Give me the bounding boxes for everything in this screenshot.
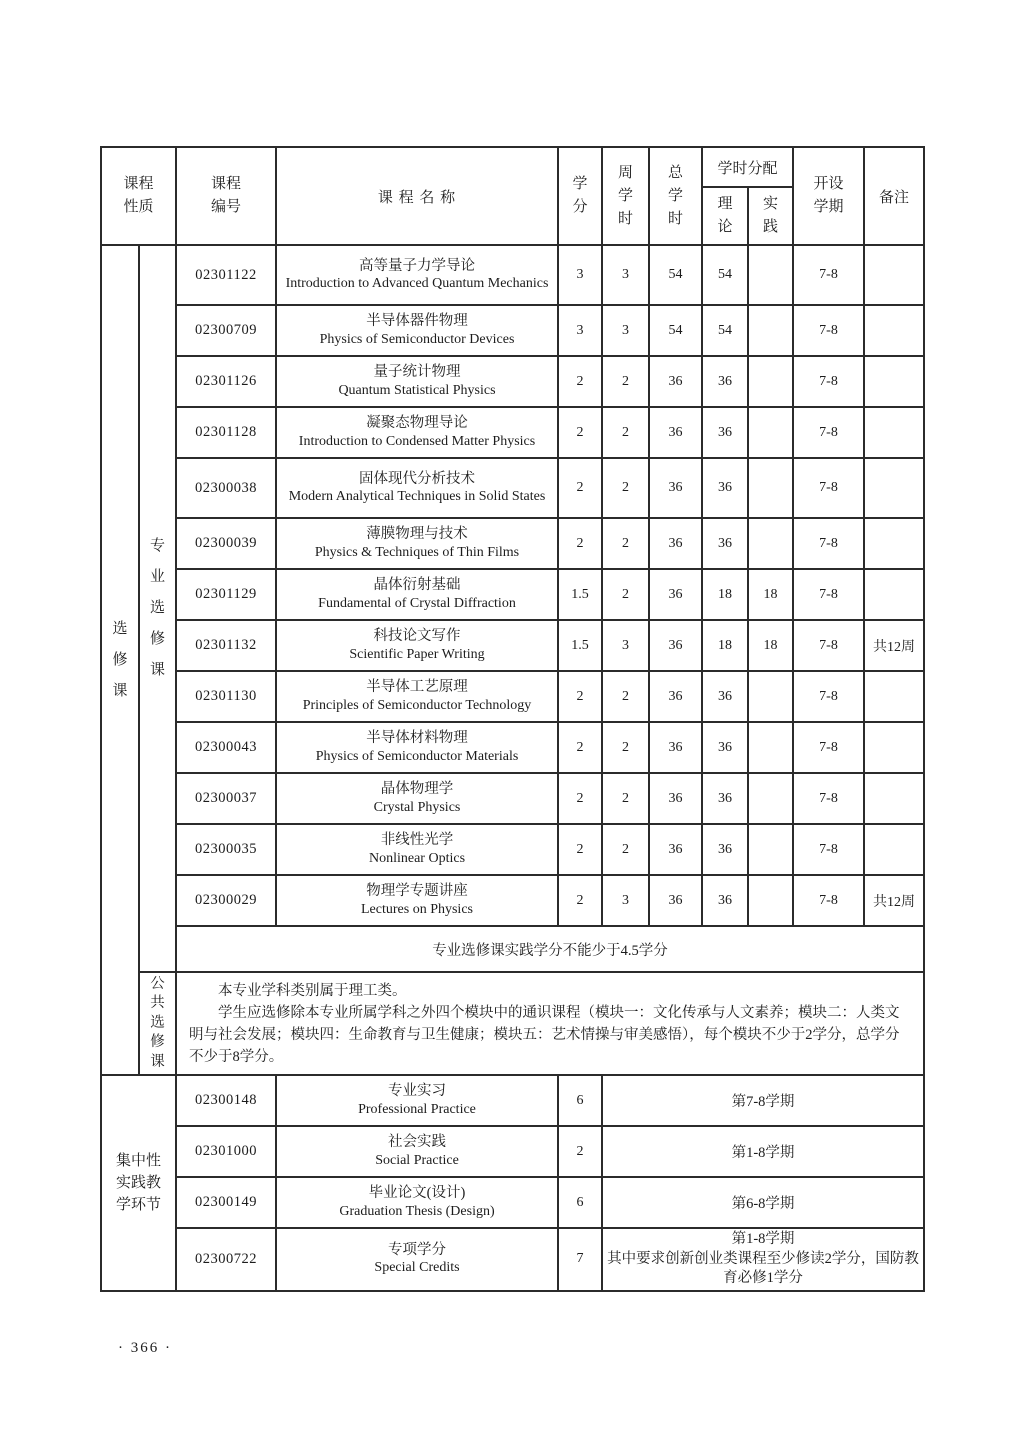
course-weekly-hours: 3 <box>602 875 649 926</box>
course-credits: 2 <box>558 773 602 824</box>
course-total-hours: 54 <box>649 245 702 305</box>
course-practice-hours <box>748 458 793 518</box>
course-practice-hours <box>748 722 793 773</box>
course-semester: 第1-8学期 <box>602 1126 924 1177</box>
course-name <box>276 407 558 458</box>
course-semester: 7-8 <box>793 245 864 305</box>
course-remark <box>864 773 924 824</box>
course-weekly-hours: 3 <box>602 305 649 356</box>
course-name <box>276 305 558 356</box>
course-name <box>276 1177 558 1228</box>
course-name-cn: 半导体器件物理 <box>366 313 468 329</box>
course-theory-hours: 36 <box>702 722 748 773</box>
course-semester: 7-8 <box>793 671 864 722</box>
course-credits: 2 <box>558 407 602 458</box>
course-remark <box>864 458 924 518</box>
course-total-hours: 36 <box>649 824 702 875</box>
public-elective-paragraph-1: 本专业学科类别属于理工类。 <box>218 982 407 999</box>
elective-practice-credit-note: 专业选修课实践学分不能少于4.5学分 <box>176 926 924 972</box>
course-credits: 2 <box>558 1126 602 1177</box>
header-weekly-hours: 周学时 <box>602 147 649 245</box>
course-theory-hours: 36 <box>702 671 748 722</box>
course-name <box>276 458 558 518</box>
course-name-en: Crystal Physics <box>373 799 461 815</box>
course-row <box>101 824 924 875</box>
public-elective-row <box>101 972 924 1075</box>
course-total-hours: 36 <box>649 773 702 824</box>
course-code: 02301122 <box>176 245 276 305</box>
course-name-cn: 科技论文写作 <box>373 628 461 644</box>
course-name-cn: 半导体材料物理 <box>366 730 468 746</box>
course-practice-hours: 18 <box>748 569 793 620</box>
course-name-cn: 社会实践 <box>388 1134 446 1150</box>
course-code: 02301128 <box>176 407 276 458</box>
course-code: 02301129 <box>176 569 276 620</box>
course-code: 02300035 <box>176 824 276 875</box>
course-name-en: Graduation Thesis (Design) <box>339 1203 495 1219</box>
header-row-top <box>101 147 924 187</box>
course-remark <box>864 305 924 356</box>
course-code: 02300029 <box>176 875 276 926</box>
course-weekly-hours: 2 <box>602 569 649 620</box>
course-weekly-hours: 3 <box>602 245 649 305</box>
course-credits: 2 <box>558 518 602 569</box>
course-name-cn: 凝聚态物理导论 <box>366 415 468 431</box>
group-label-professional-elective: 专业选修课 <box>139 245 176 972</box>
course-total-hours: 36 <box>649 875 702 926</box>
course-remark <box>864 569 924 620</box>
course-name-en: Physics & Techniques of Thin Films <box>314 544 520 560</box>
course-semester: 7-8 <box>793 305 864 356</box>
course-code: 02301000 <box>176 1126 276 1177</box>
course-row <box>101 671 924 722</box>
course-name-cn: 固体现代分析技术 <box>359 470 475 487</box>
course-total-hours: 36 <box>649 620 702 671</box>
course-code: 02300722 <box>176 1228 276 1291</box>
course-total-hours: 36 <box>649 518 702 569</box>
curriculum-table <box>100 146 925 1292</box>
course-row <box>101 356 924 407</box>
course-semester: 7-8 <box>793 518 864 569</box>
course-code: 02300149 <box>176 1177 276 1228</box>
course-name-cn: 晶体衍射基础 <box>373 577 461 593</box>
course-name-en: Physics of Semiconductor Devices <box>319 331 515 347</box>
course-theory-hours: 36 <box>702 458 748 518</box>
header-hour-allocation: 学时分配 <box>702 147 793 187</box>
course-practice-hours <box>748 407 793 458</box>
course-semester: 第6-8学期 <box>602 1177 924 1228</box>
course-credits: 2 <box>558 875 602 926</box>
course-name <box>276 1126 558 1177</box>
practice-course-row <box>101 1075 924 1126</box>
course-semester: 7-8 <box>793 824 864 875</box>
course-total-hours: 36 <box>649 671 702 722</box>
header-semester: 开设学期 <box>793 147 864 245</box>
course-theory-hours: 54 <box>702 305 748 356</box>
course-name-en: Introduction to Condensed Matter Physics <box>298 433 536 449</box>
course-name-cn: 专项学分 <box>388 1241 446 1258</box>
course-weekly-hours: 2 <box>602 722 649 773</box>
practice-course-row <box>101 1177 924 1228</box>
course-semester: 第7-8学期 <box>602 1075 924 1126</box>
course-name-en: Special Credits <box>374 1260 460 1276</box>
course-name-cn: 量子统计物理 <box>373 364 461 380</box>
course-name <box>276 1075 558 1126</box>
group-label-public-elective: 公共选修课 <box>139 972 176 1075</box>
course-row <box>101 305 924 356</box>
course-remark <box>864 407 924 458</box>
course-name-cn: 非线性光学 <box>380 832 454 848</box>
course-credits: 6 <box>558 1177 602 1228</box>
header-practice: 实践 <box>748 187 793 245</box>
course-theory-hours: 54 <box>702 245 748 305</box>
course-name-cn: 物理学专题讲座 <box>366 883 468 899</box>
course-practice-hours: 18 <box>748 620 793 671</box>
course-remark <box>864 518 924 569</box>
course-row <box>101 407 924 458</box>
course-semester: 7-8 <box>793 407 864 458</box>
course-theory-hours: 36 <box>702 407 748 458</box>
course-remark <box>864 356 924 407</box>
practice-course-row <box>101 1228 924 1291</box>
course-row <box>101 245 924 305</box>
course-semester: 7-8 <box>793 722 864 773</box>
course-weekly-hours: 3 <box>602 620 649 671</box>
course-name <box>276 620 558 671</box>
course-practice-hours <box>748 773 793 824</box>
course-semester <box>602 1228 924 1291</box>
header-course-name: 课 程 名 称 <box>276 147 558 245</box>
course-row <box>101 458 924 518</box>
course-name <box>276 722 558 773</box>
course-practice-hours <box>748 356 793 407</box>
course-name-en: Modern Analytical Techniques in Solid States <box>288 489 546 504</box>
course-name <box>276 245 558 305</box>
course-name-en: Physics of Semiconductor Materials <box>315 748 519 764</box>
course-name-en: Lectures on Physics <box>361 901 473 917</box>
course-total-hours: 36 <box>649 722 702 773</box>
course-row <box>101 875 924 926</box>
course-semester-note: 其中要求创新创业类课程至少修读2学分，国防教育必修1学分 <box>607 1250 919 1286</box>
course-semester: 7-8 <box>793 569 864 620</box>
course-credits: 2 <box>558 671 602 722</box>
course-name-cn: 专业实习 <box>388 1083 446 1099</box>
course-credits: 3 <box>558 245 602 305</box>
course-remark <box>864 671 924 722</box>
course-practice-hours <box>748 245 793 305</box>
course-credits: 6 <box>558 1075 602 1126</box>
course-code: 02301130 <box>176 671 276 722</box>
course-weekly-hours: 2 <box>602 773 649 824</box>
course-name <box>276 569 558 620</box>
course-credits: 1.5 <box>558 569 602 620</box>
course-row <box>101 518 924 569</box>
course-theory-hours: 36 <box>702 824 748 875</box>
course-practice-hours <box>748 671 793 722</box>
course-credits: 7 <box>558 1228 602 1291</box>
course-total-hours: 36 <box>649 458 702 518</box>
course-name <box>276 671 558 722</box>
course-row <box>101 569 924 620</box>
course-theory-hours: 18 <box>702 569 748 620</box>
course-credits: 2 <box>558 824 602 875</box>
course-name-en: Fundamental of Crystal Diffraction <box>318 595 516 611</box>
course-name-en: Social Practice <box>375 1152 459 1168</box>
course-total-hours: 36 <box>649 356 702 407</box>
header-course-code: 课程编号 <box>176 147 276 245</box>
course-weekly-hours: 2 <box>602 458 649 518</box>
public-elective-paragraph-2: 学生应选修除本专业所属学科之外四个模块中的通识课程（模块一：文化传承与人文素养；模块二：人类文明与社会发展；模块四：生命教育与卫生健康；模块五：艺术情操与审美感悟），每个模块不少于2学分，总学分不少于8学分。 <box>189 1004 900 1065</box>
course-weekly-hours: 2 <box>602 518 649 569</box>
course-code: 02300039 <box>176 518 276 569</box>
course-semester: 7-8 <box>793 356 864 407</box>
header-theory: 理论 <box>702 187 748 245</box>
header-course-nature: 课程性质 <box>101 147 176 245</box>
course-credits: 2 <box>558 722 602 773</box>
course-code: 02300043 <box>176 722 276 773</box>
course-remark <box>864 824 924 875</box>
course-total-hours: 36 <box>649 407 702 458</box>
course-name-en: Quantum Statistical Physics <box>338 382 496 398</box>
course-theory-hours: 36 <box>702 773 748 824</box>
course-theory-hours: 36 <box>702 875 748 926</box>
course-remark <box>864 722 924 773</box>
course-total-hours: 54 <box>649 305 702 356</box>
course-semester-range: 第1-8学期 <box>731 1231 795 1247</box>
course-row <box>101 722 924 773</box>
course-weekly-hours: 2 <box>602 407 649 458</box>
course-semester: 7-8 <box>793 458 864 518</box>
course-weekly-hours: 2 <box>602 356 649 407</box>
course-name-cn: 毕业论文(设计) <box>368 1185 466 1201</box>
public-elective-description <box>176 972 924 1075</box>
course-weekly-hours: 2 <box>602 824 649 875</box>
course-name-cn: 半导体工艺原理 <box>366 679 468 695</box>
course-semester: 7-8 <box>793 773 864 824</box>
course-credits: 2 <box>558 458 602 518</box>
course-theory-hours: 36 <box>702 518 748 569</box>
group-label-elective: 选修课 <box>101 245 139 1075</box>
course-remark: 共12周 <box>864 875 924 926</box>
course-code: 02300148 <box>176 1075 276 1126</box>
course-code: 02300038 <box>176 458 276 518</box>
course-name <box>276 356 558 407</box>
course-code: 02301132 <box>176 620 276 671</box>
course-name-en: Introduction to Advanced Quantum Mechanics <box>285 276 549 291</box>
course-name-en: Professional Practice <box>358 1101 476 1117</box>
course-name-en: Nonlinear Optics <box>368 850 466 866</box>
course-theory-hours: 18 <box>702 620 748 671</box>
group-label-practice-teaching: 集中性实践教学环节 <box>101 1075 176 1291</box>
course-practice-hours <box>748 824 793 875</box>
practice-course-row <box>101 1126 924 1177</box>
course-code: 02301126 <box>176 356 276 407</box>
course-code: 02300709 <box>176 305 276 356</box>
course-name-cn: 高等量子力学导论 <box>359 257 475 274</box>
course-name <box>276 875 558 926</box>
course-remark: 共12周 <box>864 620 924 671</box>
course-name-en: Scientific Paper Writing <box>349 646 485 662</box>
page-number: · 366 · <box>118 1340 172 1356</box>
course-semester: 7-8 <box>793 620 864 671</box>
course-name <box>276 1228 558 1291</box>
course-semester: 7-8 <box>793 875 864 926</box>
course-row <box>101 773 924 824</box>
course-credits: 3 <box>558 305 602 356</box>
course-name <box>276 518 558 569</box>
header-credits: 学分 <box>558 147 602 245</box>
course-total-hours: 36 <box>649 569 702 620</box>
header-remarks: 备注 <box>864 147 924 245</box>
course-practice-hours <box>748 518 793 569</box>
course-practice-hours <box>748 305 793 356</box>
elective-note-row <box>101 926 924 972</box>
course-name <box>276 824 558 875</box>
course-row <box>101 620 924 671</box>
course-credits: 2 <box>558 356 602 407</box>
course-code: 02300037 <box>176 773 276 824</box>
course-remark <box>864 245 924 305</box>
course-practice-hours <box>748 875 793 926</box>
course-name-cn: 晶体物理学 <box>380 781 454 797</box>
course-name-cn: 薄膜物理与技术 <box>366 526 468 542</box>
course-weekly-hours: 2 <box>602 671 649 722</box>
course-credits: 1.5 <box>558 620 602 671</box>
course-name-en: Principles of Semiconductor Technology <box>302 697 532 713</box>
header-total-hours: 总学时 <box>649 147 702 245</box>
course-name <box>276 773 558 824</box>
course-theory-hours: 36 <box>702 356 748 407</box>
